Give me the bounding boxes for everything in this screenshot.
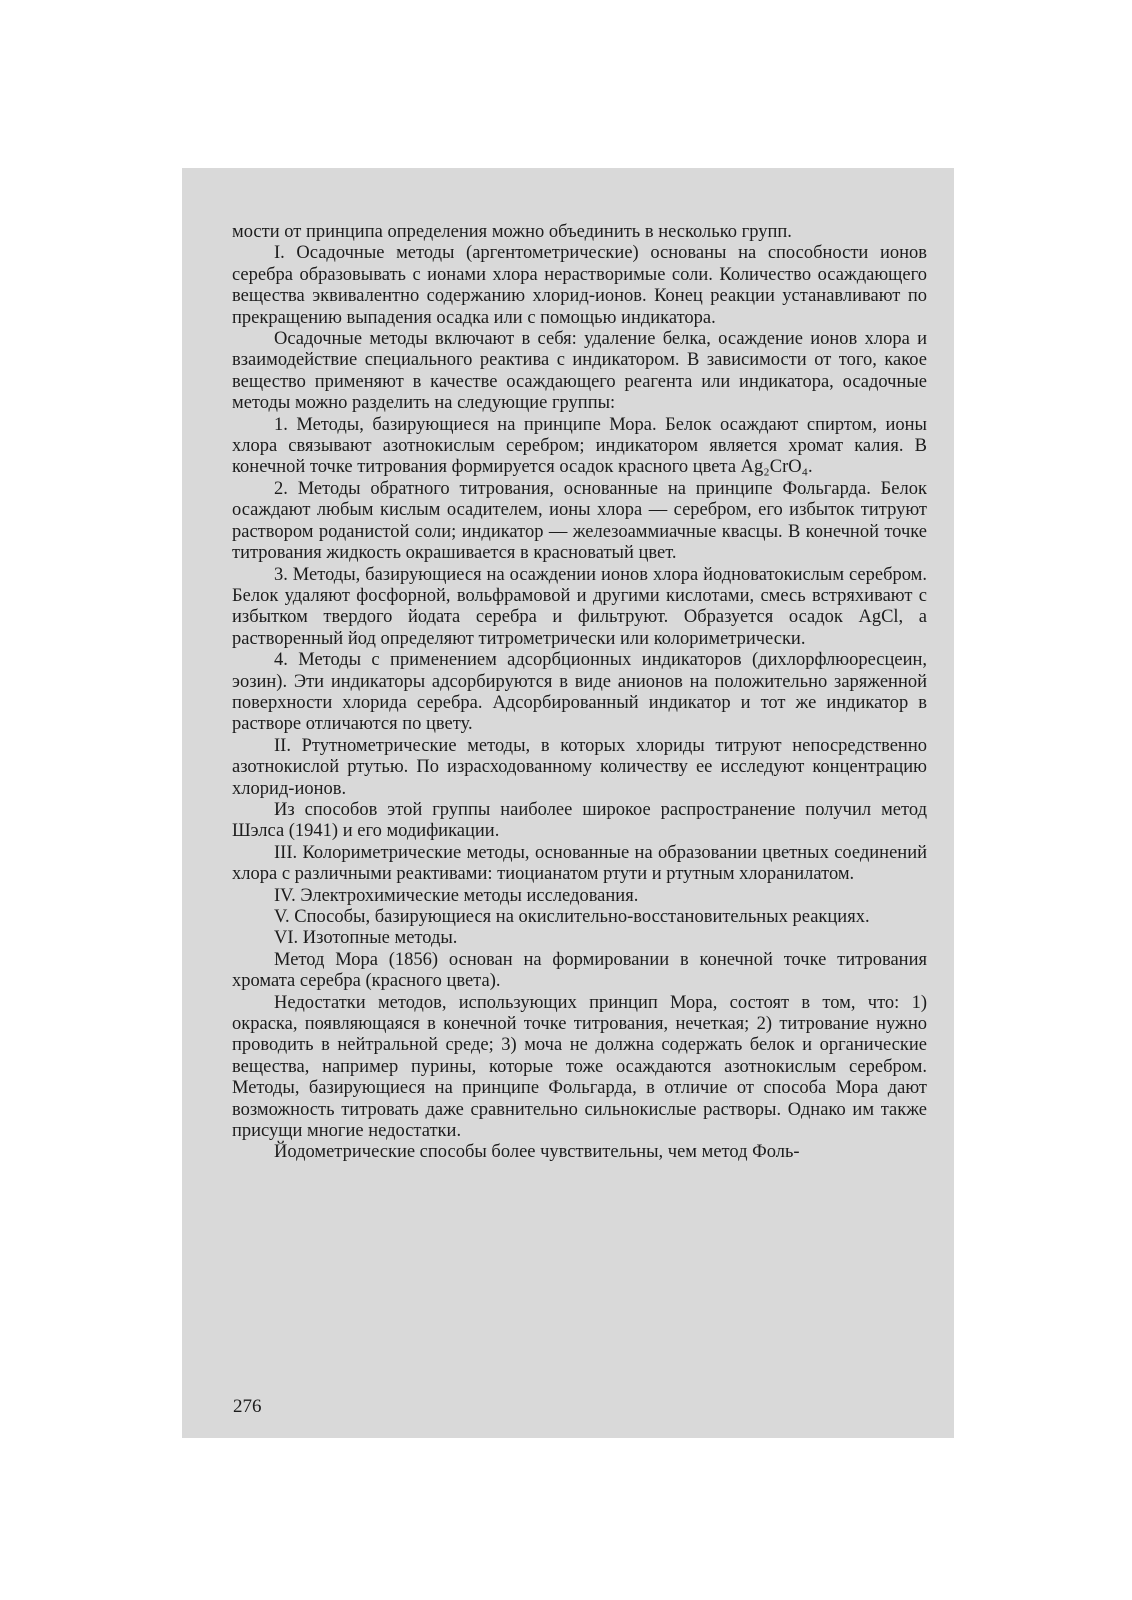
paragraph: I. Осадочные методы (аргентометрические) основаны на способности ионов серебра образовывать с ионами хлора нерастворимые соли. Количество осаждающего вещества эквивалентно содержанию хлорид-ионов. Конец реакции устанавливают по прекращению выпадения осадка или с помощью индикатора. — [232, 243, 927, 328]
paragraph: 4. Методы с применением адсорбционных индикаторов (дихлорфлюоресцеин, эозин). Эти индикаторы адсорбируются в виде анионов на положительно заряженной поверхности хлорида серебра. Адсорбированный индикатор и тот же индикатор в растворе отличаются по цвету. — [232, 650, 927, 735]
paragraph: Осадочные методы включают в себя: удаление белка, осаждение ионов хлора и взаимодействие специального реактива с индикатором. В зависимости от того, какое вещество применяют в качестве осаждающего реагента или индикатора, осадочные методы можно разделить на следующие группы: — [232, 329, 927, 414]
paragraph: VI. Изотопные методы. — [274, 928, 458, 949]
paragraph: V. Способы, базирующиеся на окислительно-восстановительных реакциях. — [274, 907, 870, 927]
paragraph: мости от принципа определения можно объединить в несколько групп. — [232, 222, 792, 242]
scanned-page — [182, 168, 954, 1438]
paragraph: 1. Методы, базирующиеся на принципе Мора. Белок осаждают спиртом, ионы хлора связывают азотнокислым серебром; индикатором является хромат калия. В конечной точке титрования формируется осадок красного цвета Ag₂CrO₄. — [232, 414, 927, 478]
paragraph: IV. Электрохимические методы исследования. — [274, 885, 639, 906]
paragraph: 2. Методы обратного титрования, основанные на принципе Фольгарда. Белок осаждают любым кислым осадителем, ионы хлора — серебром, его избыток титруют раствором роданистой соли; индикатор — железоаммиачные квасцы. В конечной точке титрования жидкость окрашивается в красноватый цвет. — [232, 478, 927, 564]
paragraph: Метод Мора (1856) основан на формировании в конечной точке титрования хромата серебра (красного цвета). — [232, 949, 927, 992]
paragraph: Йодометрические способы более чувствительны, чем метод Фоль- — [274, 1142, 800, 1163]
paragraph: Из способов этой группы наиболее широкое распространение получил метод Шэлса (1941) и его модификации. — [232, 799, 927, 842]
page-body — [232, 222, 927, 1164]
paragraph: II. Ртутнометрические методы, в которых хлориды титруют непосредственно азотнокислой ртутью. По израсходованному количеству ее исследуют концентрацию хлорид-ионов. — [232, 735, 927, 799]
paragraph: Недостатки методов, использующих принцип Мора, состоят в том, что: 1) окраска, появляющаяся в конечной точке титрования, нечеткая; 2) титрование нужно проводить в нейтральной среде; 3) моча не должна содержать белок и органические вещества, например пурины, которые тоже осаждаются азотнокислым серебром. Методы, базирующиеся на принципе Фольгарда, в отличие от способа Мора дают возможность титровать даже сравнительно сильнокислые растворы. Однако им также присущи многие недостатки. — [232, 992, 927, 1142]
paragraph: III. Колориметрические методы, основанные на образовании цветных соединений хлора с различными реактивами: тиоцианатом ртути и ртутным хлоранилатом. — [232, 842, 927, 885]
page-number: 276 — [233, 1396, 262, 1417]
paragraph: 3. Методы, базирующиеся на осаждении ионов хлора йодноватокислым серебром. Белок удаляют фосфорной, вольфрамовой и другими кислотами, смесь встряхивают с избытком твердого йодата серебра и фильтруют. Образуется осадок AgCl, а растворенный йод определяют титрометрически или колориметрически. — [232, 564, 927, 649]
